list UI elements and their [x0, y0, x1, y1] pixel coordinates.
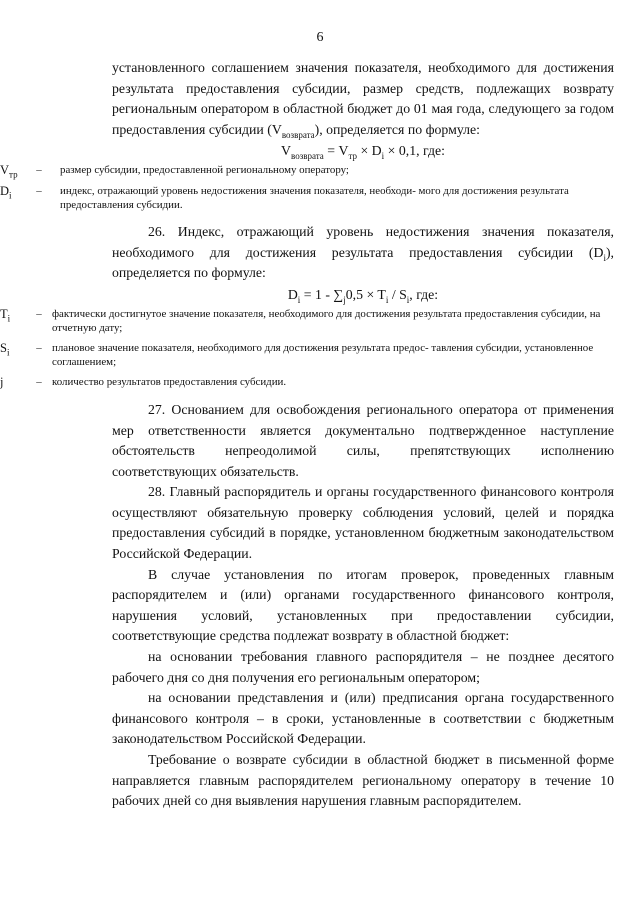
- legend-item-j: j – количество результатов предоставления субсидии.: [0, 375, 287, 390]
- formula-return-amount: $V_{возврата} = V_{тр} \times D_i \times 0,1$, где:: [281, 143, 445, 162]
- legend-item-si: $S_i$ – плановое значение показателя, необходимого для достижения результата предос- тавления субсидии, установленное соглашением;: [0, 341, 594, 368]
- page-number: 6: [316, 30, 324, 45]
- paragraph-return-demand: Требование о возврате субсидии в областной бюджет в письменной форме направляется главным распорядителем региональному оператору в течение 10 рабочих дней со дня выявления нарушения главным распорядителем.: [112, 752, 614, 809]
- legend-item-vtr: $V_{тр}$ – размер субсидии, предоставленной региональному оператору;: [0, 163, 349, 180]
- formula-index: $D_i = 1 - \sum_j0,5 \times T_i / S_i$, где:: [287, 286, 439, 305]
- legend-item-di: $D_i$ – индекс, отражающий уровень недостижения значения показателя, необходи- мого для достижения результата предоставления субсидии.: [0, 183, 569, 211]
- legend-item-ti: $T_i$ – фактически достигнутое значение показателя, необходимого для достижения результата предоставления субсидии, на отчетную дату;: [0, 306, 601, 334]
- paragraph-27: 27. Основанием для освобождения регионального оператора от применения мер ответственности является документально подтвержденное наступление обстоятельств непреодолимой силы, препятствующих исполнению соответствующих обязательств.: [112, 401, 614, 479]
- paragraph-28: 28. Главный распорядитель и органы государственного финансового контроля осуществляют обязательную проверку соблюдения условий, целей и порядка предоставления субсидий в порядке, установленном бюджетным законодательством Российской Федерации.: [112, 484, 614, 562]
- paragraph-presentation: на основании представления и (или) предписания органа государственного финансового контроля – в сроки, установленные в соответствии с бюджетным законодательством Российской Федерации.: [112, 690, 614, 747]
- paragraph-26: 26. Индекс, отражающий уровень недостижения значения показателя, необходимого для достижения результата предоставления субсидии $(D_i)$, определяется по формуле:: [112, 224, 614, 281]
- document-body: [0, 58, 614, 812]
- paragraph-requirement: на основании требования главного распорядителя – не позднее десятого рабочего дня со дня получения его региональным оператором;: [112, 649, 614, 685]
- paragraph-violation-case: В случае установления по итогам проверок, проведенных главным распорядителем и (или) органами государственного финансового контроля, нарушения условий, установленных при предоставлении субсидии, соответствующие средства подлежат возврату в областной бюджет:: [112, 566, 614, 644]
- intro-paragraph: установленного соглашением значения показателя, необходимого для достижения результата предоставления субсидии, размер средств, подлежащих возврату региональным оператором в областной бюджет до 01 мая года, следующего за годом предоставления субсидии $(V_{возврата})$, определяется по формуле:: [112, 60, 614, 140]
